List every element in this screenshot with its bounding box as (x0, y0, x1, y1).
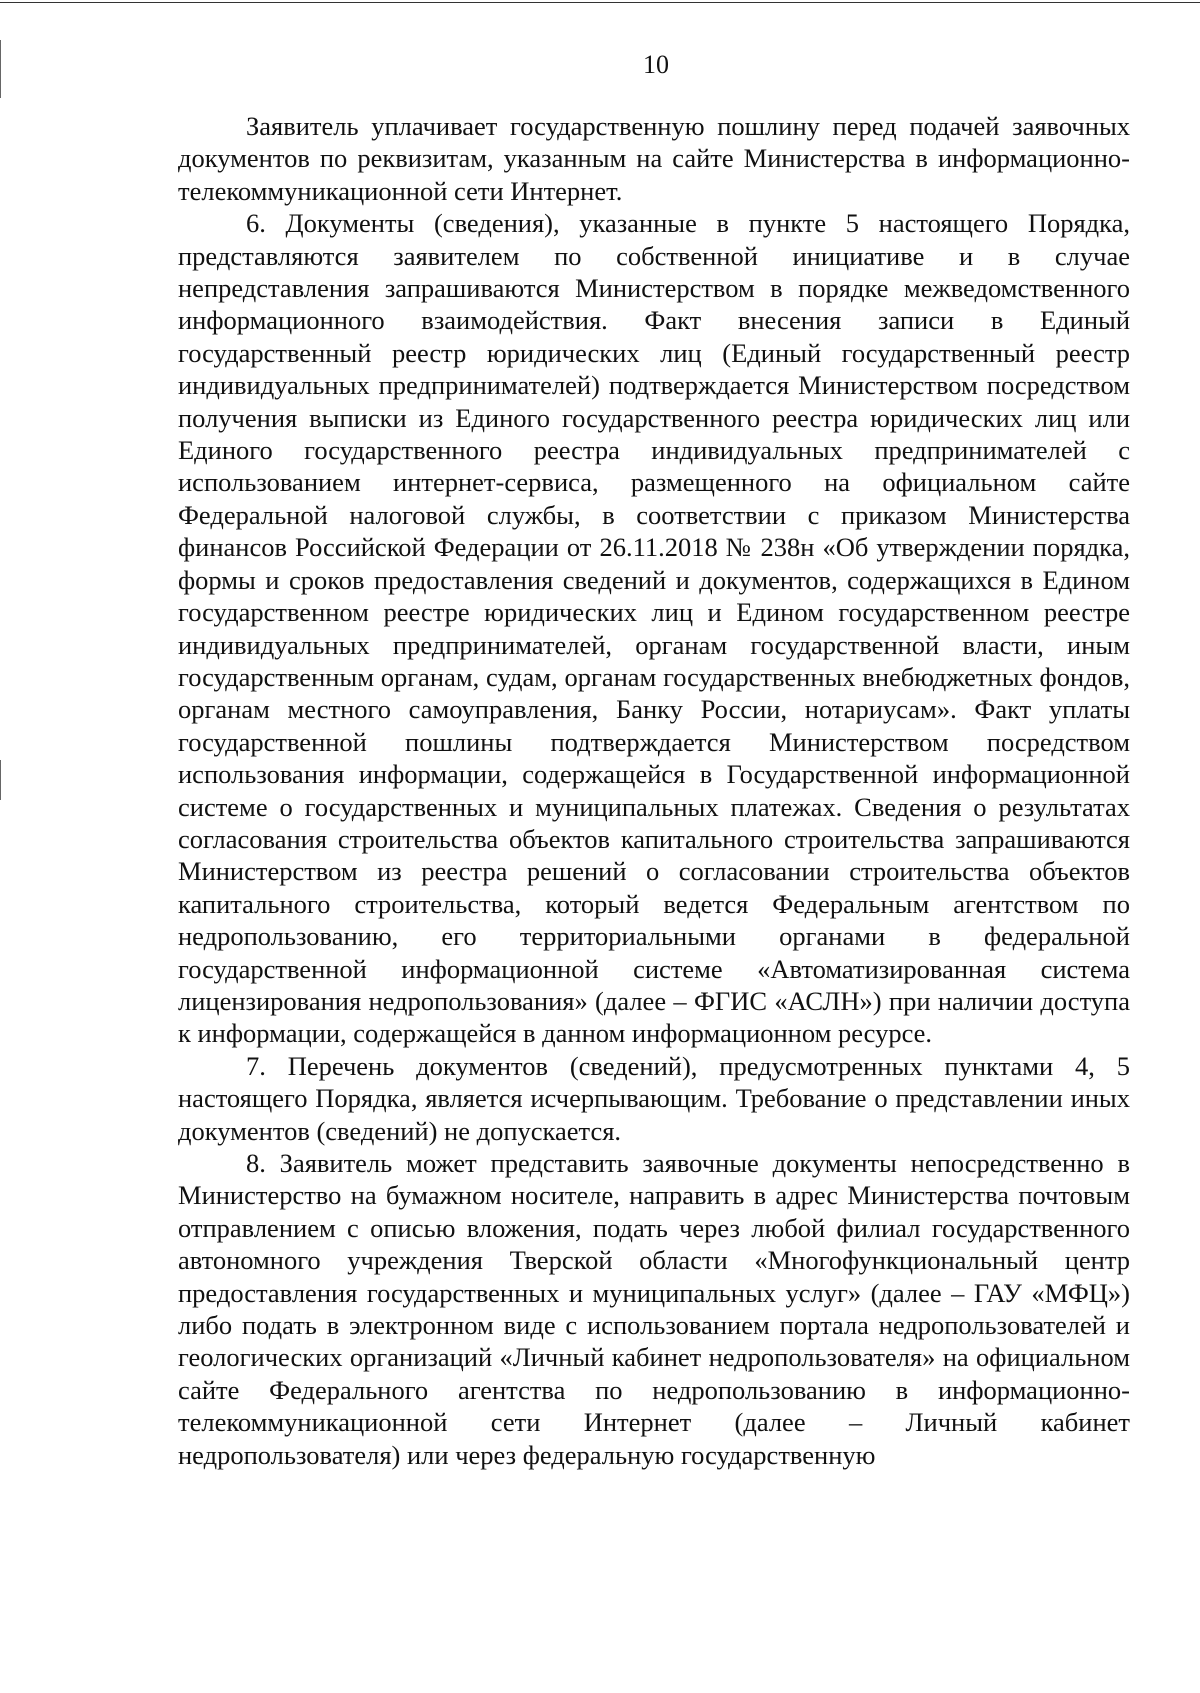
scan-edge-line (0, 2, 1200, 3)
scan-edge-mark (0, 760, 1, 800)
page-number: 10 (643, 50, 669, 79)
paragraph-item-7: 7. Перечень документов (сведений), предусмотренных пунктами 4, 5 настоящего Порядка, является исчерпывающим. Требование о представлении иных документов (сведений) не допускается. (178, 1050, 1130, 1146)
paragraph-item-6: 6. Документы (сведения), указанные в пункте 5 настоящего Порядка, представляются заявителем по собственной инициативе и в случае непредставления запрашиваются Министерством в порядке межведомственного информационного взаимодействия. Факт внесения записи в Единый государственный реестр юридических лиц (Единый государственный реестр индивидуальных предпринимателей) подтверждается Министерством посредством получения выписки из Единого государственного реестра юридических лиц или Единого государственного реестра индивидуальных предпринимателей с использованием интернет-сервиса, размещенного на официальном сайте Федеральной налоговой службы, в соответствии с приказом Министерства финансов Российской Федерации от 26.11.2018 № 238н «Об утверждении порядка, формы и сроков предоставления сведений и документов, содержащихся в Едином государственном реестре юридических лиц и Едином государственном реестре индивидуальных предпринимателей, органам государственной власти, иным государственным органам, судам, органам государственных внебюджетных фондов, органам местного самоуправления, Банку России, нотариусам». Факт уплаты государственной пошлины подтверждается Министерством посредством использования информации, содержащейся в Государственной информационной системе о государственных и муниципальных платежах. Сведения о результатах согласования строительства объектов капитального строительства запрашиваются Министерством из реестра решений о согласовании строительства объектов капитального строительства, который ведется Федеральным агентством по недропользованию, его территориальными органами в федеральной государственной информационной системе «Автоматизированная система лицензирования недропользования» (далее – ФГИС «АСЛН») при наличии доступа к информации, содержащейся в данном информационном ресурсе. (178, 208, 1130, 1049)
paragraph-item-8: 8. Заявитель может представить заявочные документы непосредственно в Министерство на бумажном носителе, направить в адрес Министерства почтовым отправлением с описью вложения, подать через любой филиал государственного автономного учреждения Тверской области «Многофункциональный центр предоставления государственных и муниципальных услуг» (далее – ГАУ «МФЦ») либо подать в электронном виде с использованием портала недропользователей и геологических организаций «Личный кабинет недропользователя» на официальном сайте Федерального агентства по недропользованию в информационно-телекоммуникационной сети Интернет (далее – Личный кабинет недропользователя) или через федеральную государственную (178, 1148, 1130, 1470)
paragraph-fee-payment: Заявитель уплачивает государственную пошлину перед подачей заявочных документов по реквизитам, указанным на сайте Министерства в информационно-телекоммуникационной сети Интернет. (178, 111, 1130, 206)
document-body (178, 110, 1130, 1471)
